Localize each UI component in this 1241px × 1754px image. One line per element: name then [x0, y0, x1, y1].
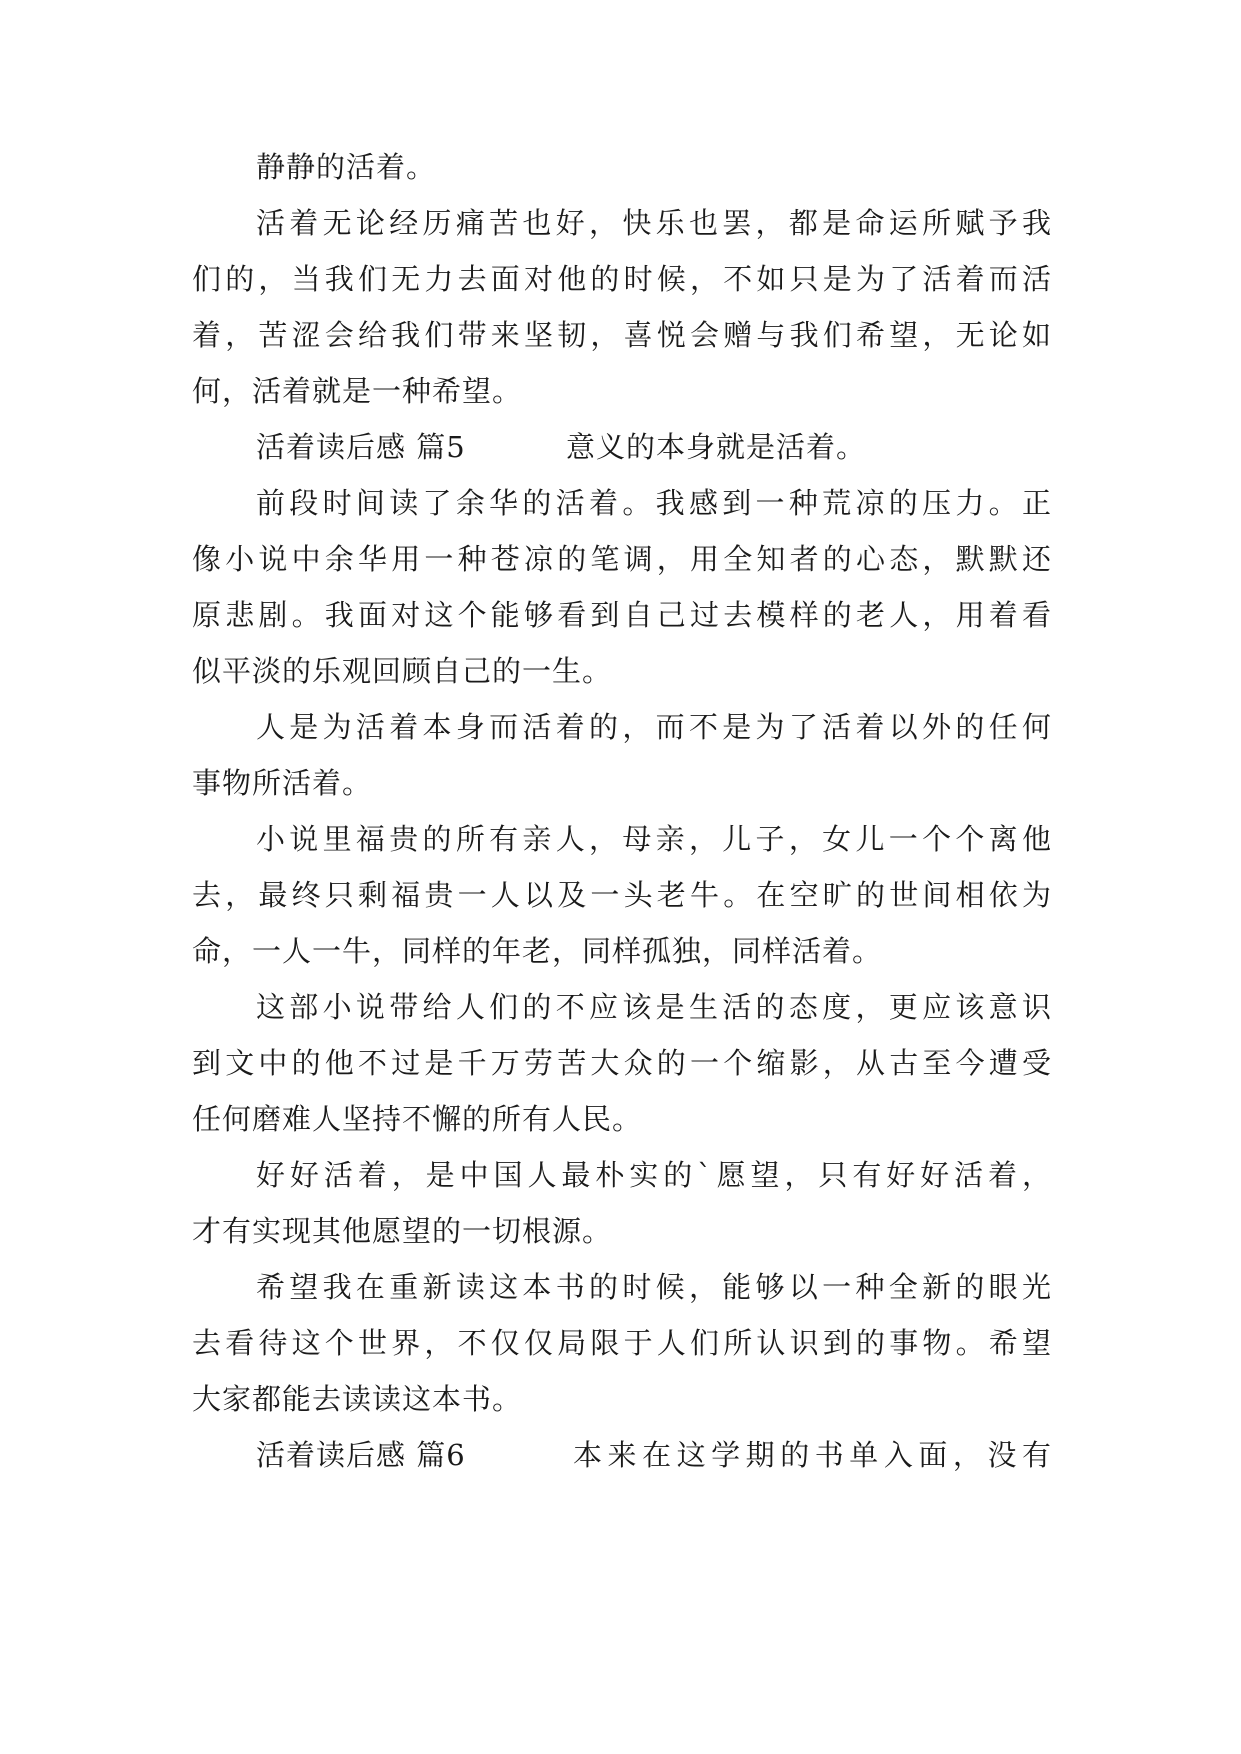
section-heading-text: 本来在这学期的书单入面，没有 [573, 1438, 1052, 1472]
paragraph-line: 希望我在重新读这本书的时候，能够以一种全新的眼光 [256, 1270, 1052, 1304]
paragraph-line: 着，苦涩会给我们带来坚韧，喜悦会赠与我们希望，无论如 [192, 318, 1052, 352]
paragraph-line: 原悲剧。我面对这个能够看到自己过去模样的老人，用着看 [192, 598, 1052, 632]
paragraph-line: 命，一人一牛，同样的年老，同样孤独，同样活着。 [192, 934, 883, 968]
paragraph-line: 像小说中余华用一种苍凉的笔调，用全知者的心态，默默还 [192, 542, 1052, 576]
paragraph-line: 似平淡的乐观回顾自己的一生。 [192, 654, 613, 688]
paragraph-line: 小说里福贵的所有亲人，母亲，儿子，女儿一个个离他 [256, 822, 1052, 856]
paragraph-line: 到文中的他不过是千万劳苦大众的一个缩影，从古至今遭受 [192, 1046, 1052, 1080]
paragraph-line: 任何磨难人坚持不懈的所有人民。 [192, 1102, 643, 1136]
paragraph-line: 去，最终只剩福贵一人以及一头老牛。在空旷的世间相依为 [192, 878, 1052, 912]
paragraph-line: 静静的活着。 [256, 150, 437, 184]
section-heading: 活着读后感 篇6 [256, 1438, 466, 1472]
paragraph-line: 们的，当我们无力去面对他的时候，不如只是为了活着而活 [192, 262, 1052, 296]
paragraph-line: 事物所活着。 [192, 766, 373, 800]
paragraph-line: 好好活着，是中国人最朴实的`愿望，只有好好活着， [256, 1158, 1052, 1192]
paragraph-line: 前段时间读了余华的活着。我感到一种荒凉的压力。正 [256, 486, 1052, 520]
paragraph-line: 大家都能去读读这本书。 [192, 1382, 523, 1416]
paragraph-line: 活着无论经历痛苦也好，快乐也罢，都是命运所赋予我 [256, 206, 1052, 240]
section-heading: 活着读后感 篇5 [256, 430, 466, 464]
section-heading-text: 意义的本身就是活着。 [566, 430, 867, 464]
paragraph-line: 这部小说带给人们的不应该是生活的态度，更应该意识 [256, 990, 1052, 1024]
paragraph-line: 才有实现其他愿望的一切根源。 [192, 1214, 613, 1248]
paragraph-line: 人是为活着本身而活着的，而不是为了活着以外的任何 [256, 710, 1052, 744]
paragraph-line: 何，活着就是一种希望。 [192, 374, 523, 408]
paragraph-line: 去看待这个世界，不仅仅局限于人们所认识到的事物。希望 [192, 1326, 1052, 1360]
